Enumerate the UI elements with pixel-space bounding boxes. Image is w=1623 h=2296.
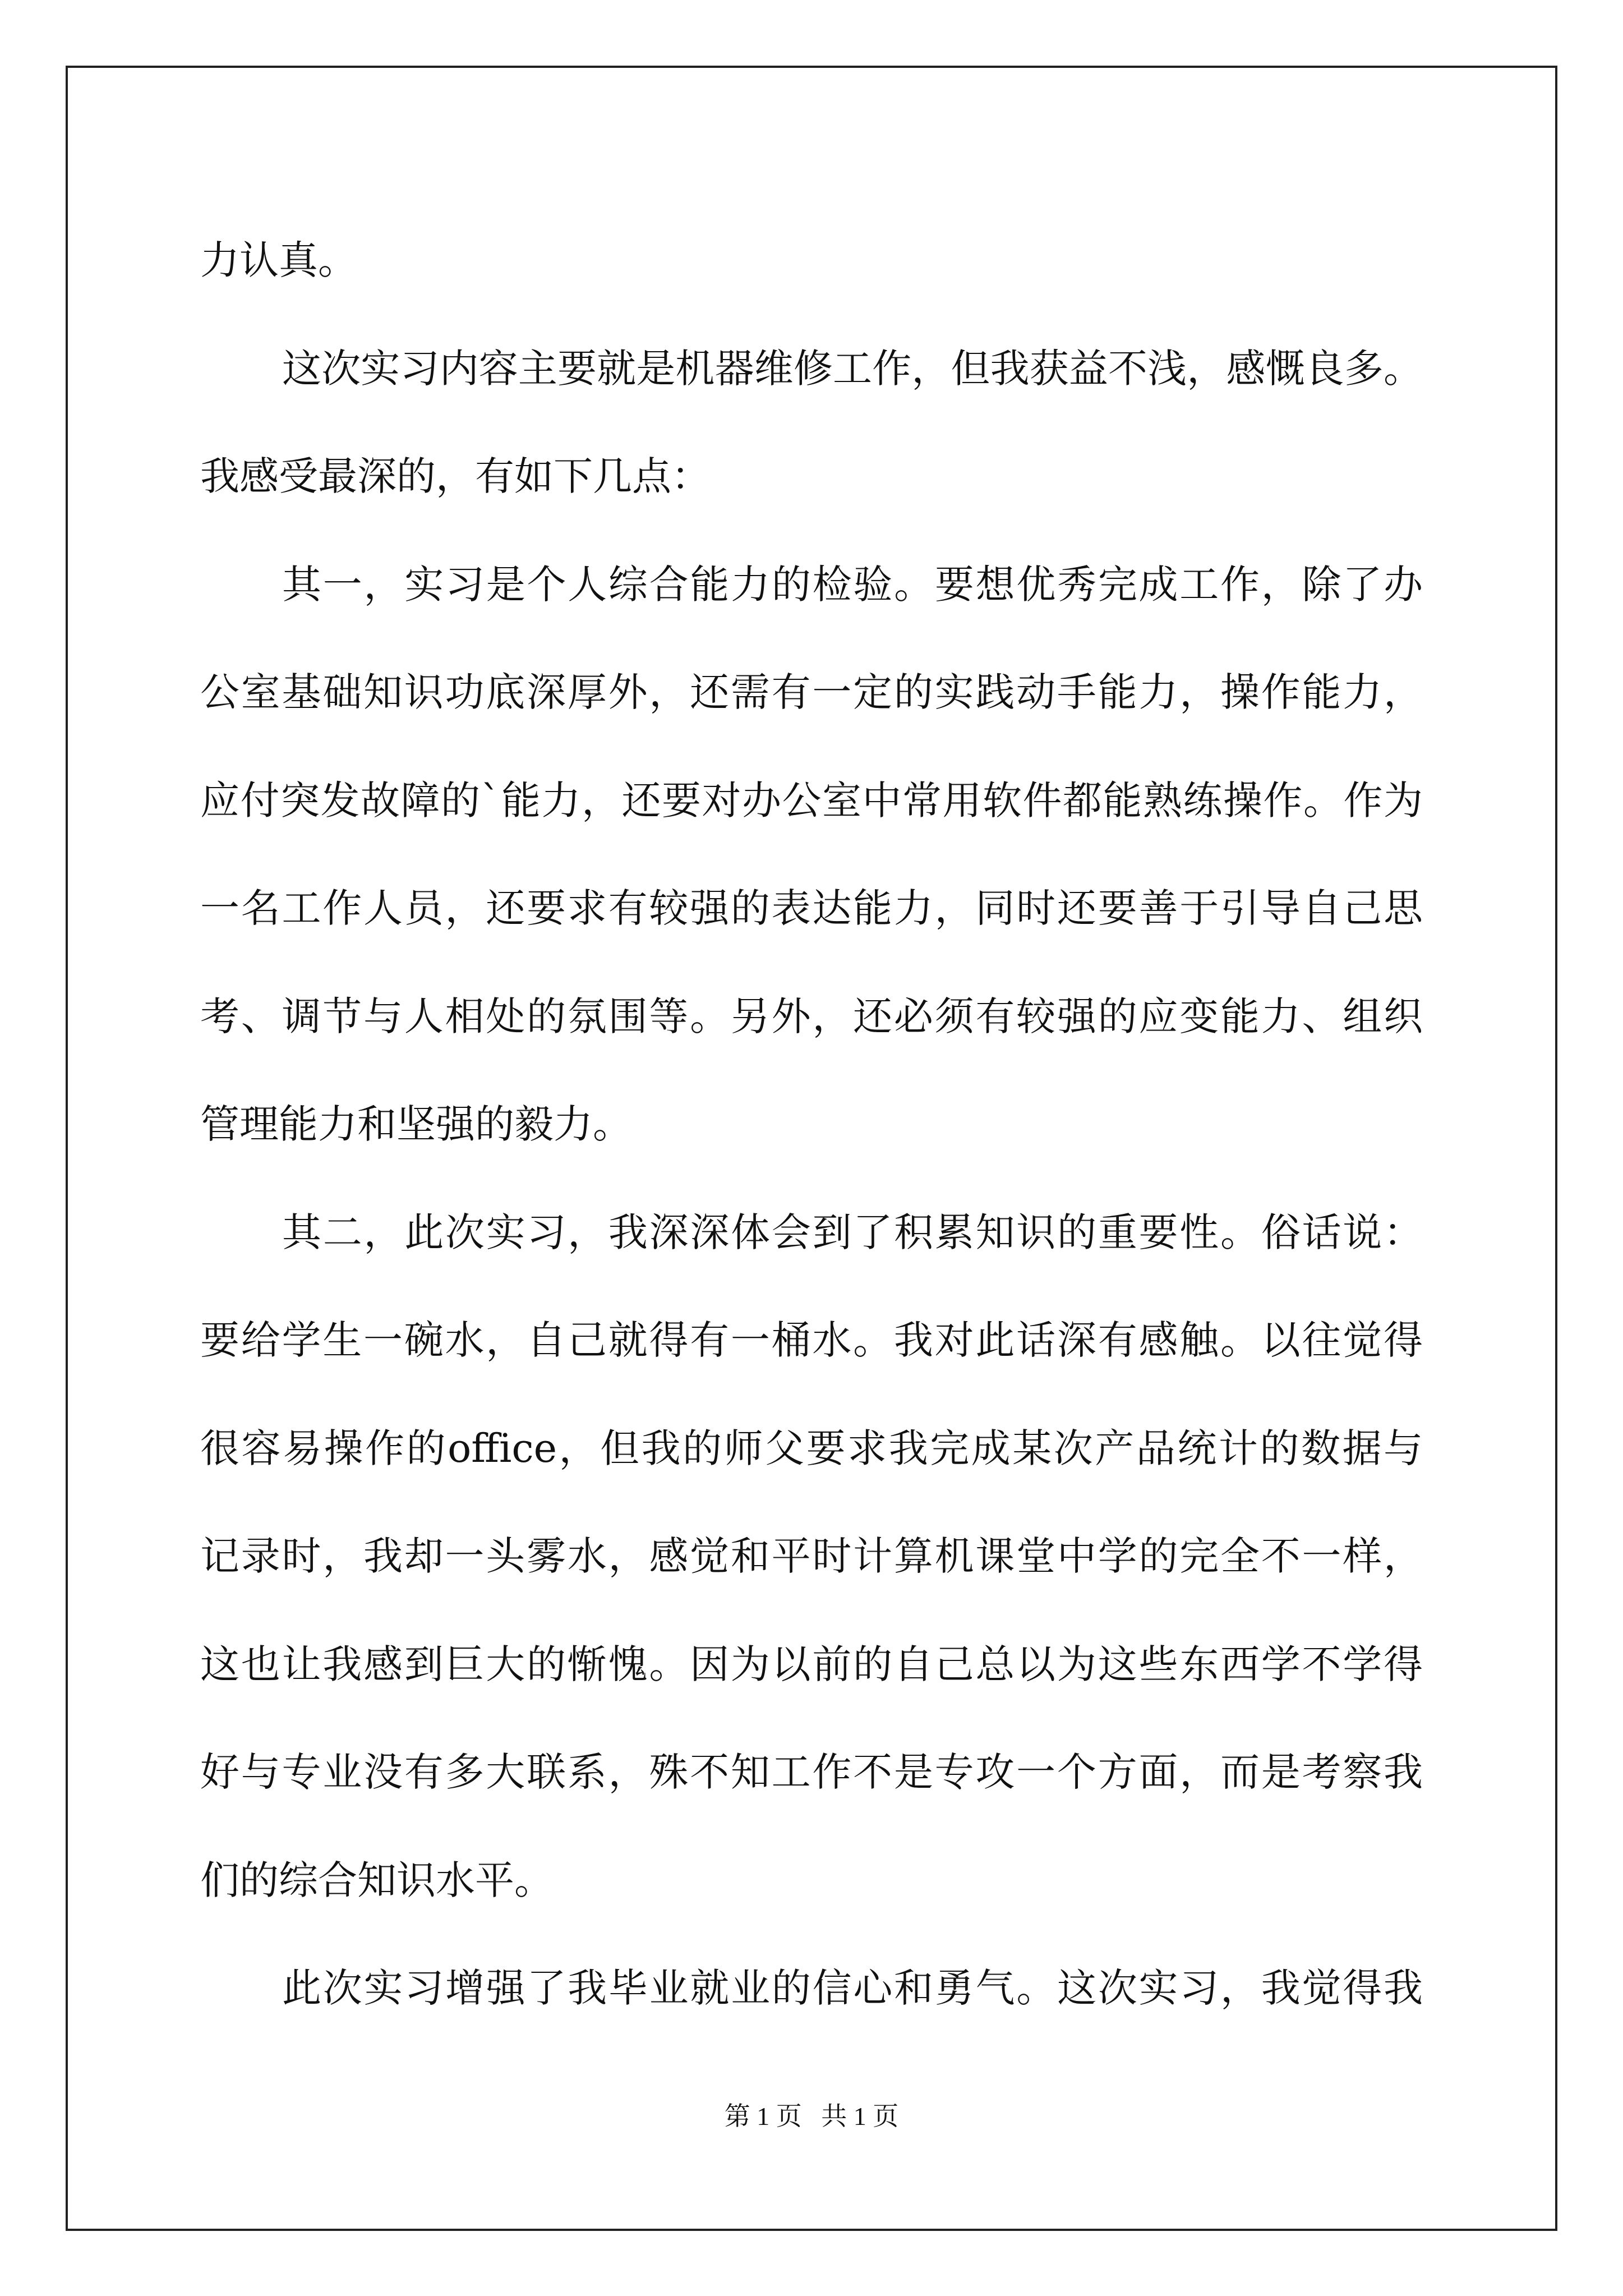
text-line: 很容易操作的office，但我的师父要求我完成某次产品统计的数据与: [200, 1425, 1423, 1471]
text-line: 公室基础知识功底深厚外，还需有一定的实践动手能力，操作能力，: [200, 669, 1423, 715]
text-line: 其一，实习是个人综合能力的检验。要想优秀完成工作，除了办: [282, 561, 1423, 608]
text-line: 此次实习增强了我毕业就业的信心和勇气。这次实习，我觉得我: [282, 1965, 1423, 2011]
text-line: 记录时，我却一头雾水，感觉和平时计算机课堂中学的完全不一样，: [200, 1533, 1423, 1579]
text-line: 们的综合知识水平。: [200, 1857, 554, 1903]
text-line: 这也让我感到巨大的惭愧。因为以前的自己总以为这些东西学不学得: [200, 1641, 1423, 1687]
text-line: 其二，此次实习，我深深体会到了积累知识的重要性。俗话说：: [282, 1209, 1423, 1255]
text-line: 我感受最深的，有如下几点：: [200, 453, 711, 499]
text-line: 这次实习内容主要就是机器维修工作，但我获益不浅，感慨良多。: [282, 345, 1423, 392]
text-line: 好与专业没有多大联系，殊不知工作不是专攻一个方面，而是考察我: [200, 1749, 1423, 1795]
text-line: 应付突发故障的`能力，还要对办公室中常用软件都能熟练操作。作为: [200, 777, 1423, 823]
page-number: 第 1 页: [724, 2102, 802, 2131]
document-body: [200, 206, 1423, 2042]
text-line: 要给学生一碗水，自己就得有一桶水。我对此话深有感触。以往觉得: [200, 1317, 1423, 1363]
text-line: 力认真。: [200, 237, 357, 283]
page-footer: [0, 2096, 1623, 2133]
text-line: 一名工作人员，还要求有较强的表达能力，同时还要善于引导自己思: [200, 885, 1423, 931]
text-line: 管理能力和坚强的毅力。: [200, 1101, 632, 1147]
text-line: 考、调节与人相处的氛围等。另外，还必须有较强的应变能力、组织: [200, 993, 1423, 1039]
page-total: 共 1 页: [821, 2102, 899, 2131]
